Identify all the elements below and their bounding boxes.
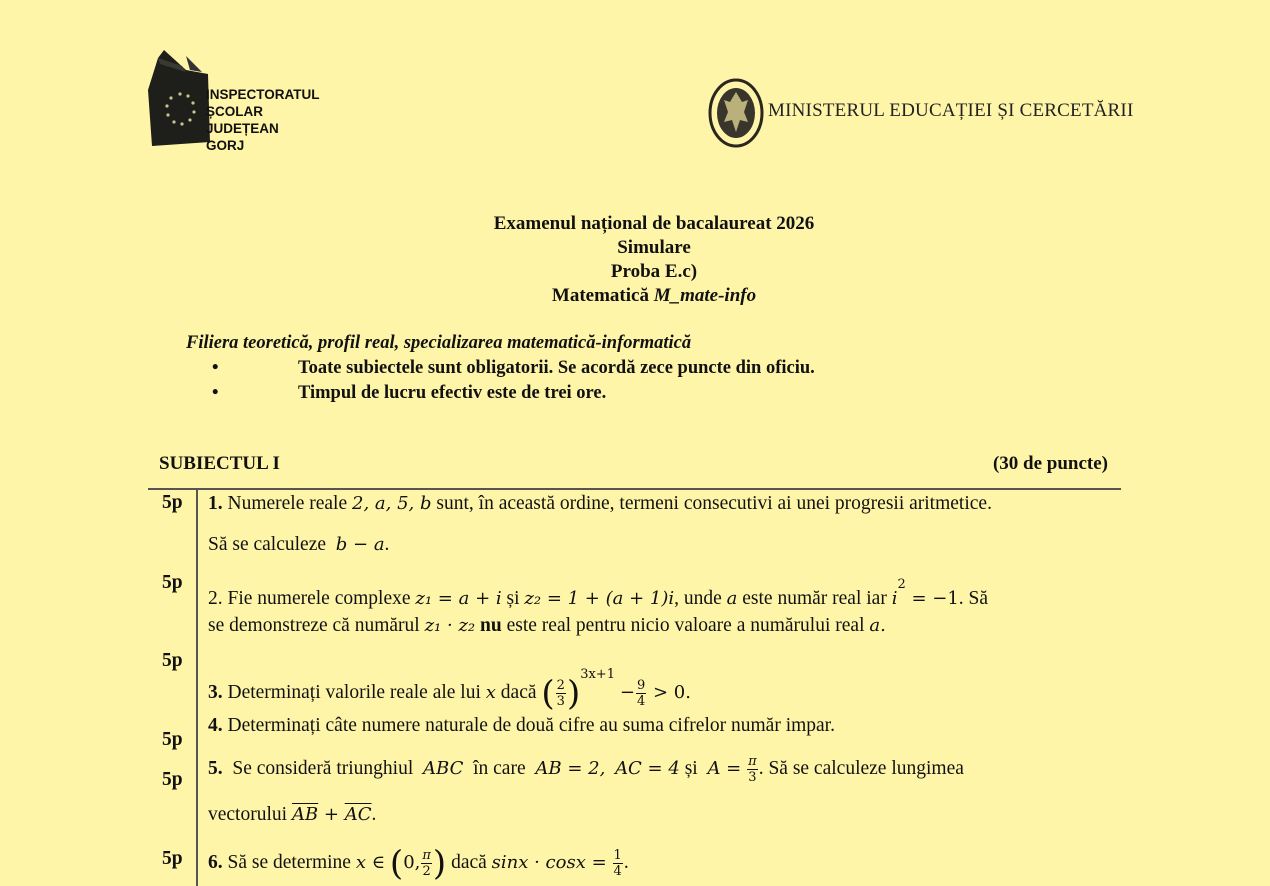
bullet-item: • Timpul de lucru efectiv este de trei ore.	[212, 383, 607, 403]
section-points: (30 de puncte)	[992, 453, 1108, 474]
exam-proba: Proba E.c)	[610, 261, 698, 282]
fraction: $\frac{1}{4}$	[613, 848, 622, 879]
problem-points: 5p	[162, 769, 183, 790]
fraction: $\frac{9}{4}$	[636, 678, 646, 710]
problem-5-line-2: vectorului $\overline{AB} + \overline{AC}$.	[208, 804, 377, 825]
bullet-dot: •	[212, 383, 219, 403]
fraction: $\frac{\pi}{3}$	[748, 754, 757, 785]
exam-header	[0, 212, 1270, 308]
table-top-rule	[148, 488, 1121, 490]
problem-1-line-1: 1. Numerele reale 2, a, 5, b sunt, în această ordine, termeni consecutivi ai unei progresii aritmetice.	[208, 493, 992, 514]
problem-1-line-2: Să se calculeze b − a.	[208, 534, 390, 555]
isj-logo	[146, 50, 346, 160]
filiera-line: Filiera teoretică, profil real, specializarea matematică-informatică	[186, 333, 692, 353]
exam-title: Examenul național de bacalaureat 2026	[493, 213, 815, 234]
problem-points: 5p	[162, 729, 183, 750]
problem-4: 4. Determinați câte numere naturale de două cifre au suma cifrelor număr impar.	[208, 715, 835, 736]
government-seal-icon	[708, 78, 764, 148]
problem-points: 5p	[162, 650, 183, 671]
bullet-dot: •	[212, 358, 219, 378]
problem-5-line-1: 5. Se consideră triunghiul ABC în care AB = 2, AC = 4 și A = $\frac{\pi}{3}$ . Să se calculeze lungimea	[208, 754, 964, 785]
ministry-name: MINISTERUL EDUCAȚIEI ȘI CERCETĂRII	[768, 100, 1134, 121]
problem-points: 5p	[162, 572, 183, 593]
problem-points: 5p	[162, 492, 183, 513]
problem-6: 6. Să se determine x ∈ (0, $\frac{\pi}{2}$ ) dacă sinx · cosx = $\frac{1}{4}$ .	[208, 843, 629, 884]
problem-3: 3. Determinați valorile reale ale lui x dacă ( $\frac{2}{3}$ )$^{3x+1}$ − $\frac{9}{4}$ > 0.	[208, 667, 691, 714]
ministry-logo	[708, 76, 1134, 148]
fraction: $\frac{2}{3}$	[556, 678, 565, 710]
problem-2-line-2: se demonstreze că numărul z₁ · z₂ nu este real pentru nicio valoare a numărului real a.	[208, 615, 886, 636]
bullet-item: • Toate subiectele sunt obligatorii. Se acordă zece puncte din oficiu.	[212, 358, 815, 378]
fraction: $\frac{\pi}{2}$	[422, 848, 431, 879]
problem-2-line-1: 2. Fie numerele complexe z₁ = a + i și z₂ = 1 + (a + 1)i, unde a este număr real iar $i^2 = -1$. Să	[208, 577, 989, 609]
exam-session: Simulare	[617, 237, 691, 258]
exam-subject: Matematică M_mate-info	[551, 285, 757, 306]
isj-name: INSPECTORATUL ȘCOLAR JUDEȚEAN GORJ	[206, 87, 320, 153]
section-title: SUBIECTUL I	[159, 453, 280, 474]
table-column-rule	[196, 489, 198, 886]
problem-points: 5p	[162, 848, 183, 869]
